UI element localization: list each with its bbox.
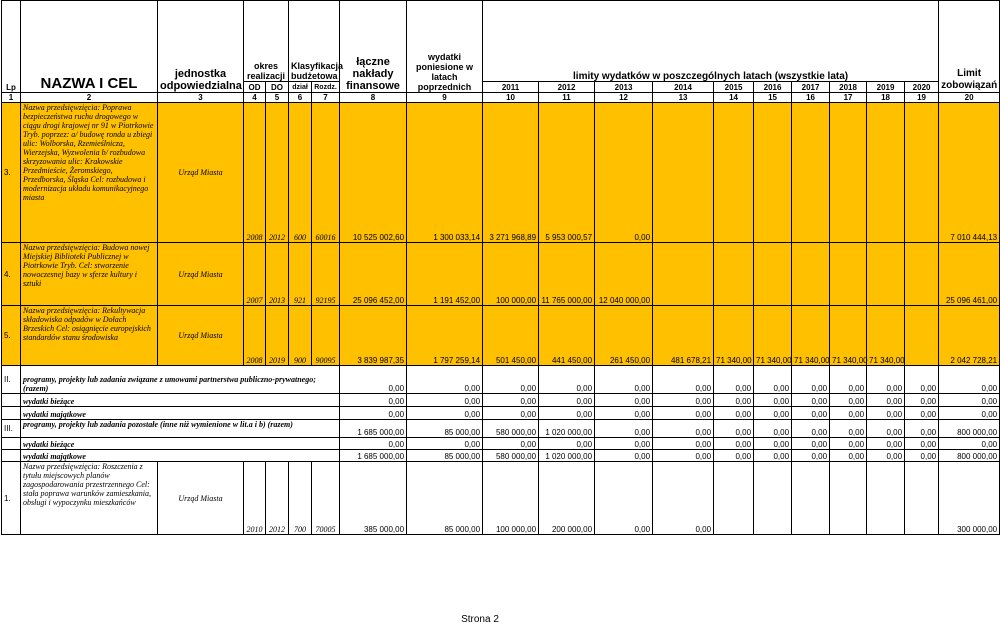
colnum: 20 (939, 93, 1000, 103)
colnum: 1 (2, 93, 21, 103)
sub-rozdz: Rozdz. (312, 82, 340, 93)
section-iii-majatkowe-value: 0,00 (714, 450, 754, 462)
header-nazwa: NAZWA I CEL (21, 1, 158, 93)
row-y2012: 5 953 000,57 (539, 103, 595, 243)
section-iii-majatkowe-label: wydatki majątkowe (21, 450, 340, 462)
section-ii-majatkowe-value: 0,00 (539, 407, 595, 420)
colnum: 16 (792, 93, 830, 103)
section-ii-value: 0,00 (595, 366, 653, 394)
row-y2016 (754, 243, 792, 306)
row-wydatki: 85 000,00 (407, 462, 483, 535)
section-iii-biezace-value: 0,00 (714, 438, 754, 450)
row-name: Nazwa przedsięwzięcia: Poprawa bezpieczeństwa ruchu drogowego w ciągu drogi krajowej nr 91 w Piotrkowie Tryb. poprzez: a/ budowę ronda u zbiegi ulic: Wolborska, Rzemieślnicza, Wierzejska, Wyzwolenia b/ rozbudowa skrzyzowania ulic: Krakowskie Przedmieście, Żeromskiego, Przedborska, Śląska Cel: rozbudowa i modernizacja układu komunikacyjnego miasta (21, 103, 158, 243)
section-iii-majatkowe-value: 85 000,00 (407, 450, 483, 462)
row-name: Nazwa przedsięwzięcia: Rekultywacja składowiska odpadów w Dołach Brzeskich Cel: osiągnięcie europejskich standardów stanu środowiska (21, 306, 158, 366)
section-iii-value: 0,00 (792, 420, 830, 438)
section-ii-value: 0,00 (830, 366, 867, 394)
section-iii-value: 1 020 000,00 (539, 420, 595, 438)
section-iii-majatkowe-value: 0,00 (867, 450, 905, 462)
row-laczne: 3 839 987,35 (340, 306, 407, 366)
empty-cell (2, 450, 21, 462)
section-ii-biezace-value: 0,00 (539, 394, 595, 407)
section-ii-biezace-value: 0,00 (939, 394, 1000, 407)
empty-cell (2, 438, 21, 450)
sub-y2011: 2011 (483, 82, 539, 93)
header-wydatki: wydatki poniesione w latach poprzednich (407, 1, 483, 93)
section-ii-majatkowe-value: 0,00 (905, 407, 939, 420)
section-ii-value: 0,00 (483, 366, 539, 394)
row-od: 2010 (244, 462, 266, 535)
section-iii-title: programy, projekty lub zadania pozostałe (inne niż wymienione w lit.a i b) (razem) (21, 420, 340, 438)
sub-do: DO (266, 82, 289, 93)
colnum: 11 (539, 93, 595, 103)
section-ii-value: 0,00 (939, 366, 1000, 394)
row-lp: 1. (2, 462, 21, 535)
row-do: 2012 (266, 462, 289, 535)
sub-dzial: dział (289, 82, 312, 93)
row-rozdz: 60016 (312, 103, 340, 243)
section-iii-biezace-value: 0,00 (754, 438, 792, 450)
section-iii-biezace-value: 0,00 (905, 438, 939, 450)
row-y2011: 100 000,00 (483, 243, 539, 306)
row-od: 2007 (244, 243, 266, 306)
section-ii-majatkowe-value: 0,00 (830, 407, 867, 420)
table-row (2, 243, 1000, 306)
header-limity: limity wydatków w poszczególnych latach (wszystkie lata) (483, 1, 939, 82)
row-y2017: 71 340,00 (792, 306, 830, 366)
row-y2017 (792, 462, 830, 535)
section-ii-majatkowe-value: 0,00 (939, 407, 1000, 420)
colnum: 9 (407, 93, 483, 103)
section-iii-biezace-value: 0,00 (939, 438, 1000, 450)
budget-table (1, 0, 1000, 535)
row-lp: 5. (2, 306, 21, 366)
section-ii-biezace-value: 0,00 (653, 394, 714, 407)
sub-y2018: 2018 (830, 82, 867, 93)
sub-y2012: 2012 (539, 82, 595, 93)
section-iii-value: 0,00 (830, 420, 867, 438)
row-y2015: 71 340,00 (714, 306, 754, 366)
row-laczne: 25 096 452,00 (340, 243, 407, 306)
colnum: 14 (714, 93, 754, 103)
row-y2011: 100 000,00 (483, 462, 539, 535)
section-iii-value: 0,00 (714, 420, 754, 438)
section-iii-majatkowe-value: 0,00 (595, 450, 653, 462)
section-ii-majatkowe-value: 0,00 (407, 407, 483, 420)
row-y2020 (905, 462, 939, 535)
section-ii-lp: II. (2, 366, 21, 394)
section-iii-biezace-value: 0,00 (407, 438, 483, 450)
section-ii-value: 0,00 (407, 366, 483, 394)
section-ii-row (2, 366, 1000, 394)
section-iii-biezace-value: 0,00 (653, 438, 714, 450)
row-y2011: 501 450,00 (483, 306, 539, 366)
table-row (2, 306, 1000, 366)
row-y2011: 3 271 968,89 (483, 103, 539, 243)
section-ii-majatkowe-value: 0,00 (792, 407, 830, 420)
row-y2019 (867, 462, 905, 535)
row-y2013: 261 450,00 (595, 306, 653, 366)
row-rozdz: 70005 (312, 462, 340, 535)
row-limit: 2 042 728,21 (939, 306, 1000, 366)
section-iii-value: 1 685 000,00 (340, 420, 407, 438)
row-lp: 3. (2, 103, 21, 243)
row-y2014 (653, 103, 714, 243)
colnum: 3 (158, 93, 244, 103)
section-ii-majatkowe-value: 0,00 (714, 407, 754, 420)
sub-y2014: 2014 (653, 82, 714, 93)
section-iii-row (2, 420, 1000, 438)
row-y2015 (714, 462, 754, 535)
section-ii-value: 0,00 (867, 366, 905, 394)
section-ii-biezace-value: 0,00 (905, 394, 939, 407)
table-row (2, 462, 1000, 535)
colnum: 5 (266, 93, 289, 103)
header-limit: Limit zobowiązań (939, 1, 1000, 93)
row-y2013: 0,00 (595, 103, 653, 243)
row-y2019 (867, 103, 905, 243)
section-ii-value: 0,00 (539, 366, 595, 394)
section-iii-value: 580 000,00 (483, 420, 539, 438)
section-iii-biezace-value: 0,00 (792, 438, 830, 450)
row-wydatki: 1 797 259,14 (407, 306, 483, 366)
sub-y2015: 2015 (714, 82, 754, 93)
row-y2014: 0,00 (653, 462, 714, 535)
section-iii-biezace-value: 0,00 (340, 438, 407, 450)
section-iii-value: 0,00 (905, 420, 939, 438)
section-iii-biezace-value: 0,00 (539, 438, 595, 450)
section-ii-biezace-value: 0,00 (754, 394, 792, 407)
row-dzial: 600 (289, 103, 312, 243)
row-rozdz: 92195 (312, 243, 340, 306)
colnum: 6 (289, 93, 312, 103)
section-iii-biezace-value: 0,00 (830, 438, 867, 450)
row-unit: Urząd Miasta (158, 103, 244, 243)
colnum: 19 (905, 93, 939, 103)
section-iii-biezace-value: 0,00 (483, 438, 539, 450)
empty-cell (2, 394, 21, 407)
row-wydatki: 1 191 452,00 (407, 243, 483, 306)
section-iii-biezace-row (2, 438, 1000, 450)
row-y2012: 441 450,00 (539, 306, 595, 366)
header-jednostka: jednostka odpowiedzialna (158, 1, 244, 93)
colnum: 4 (244, 93, 266, 103)
section-iii-majatkowe-row (2, 450, 1000, 462)
row-rozdz: 90095 (312, 306, 340, 366)
header-klasyfikacja: Klasyfikacja budżetowa (289, 1, 340, 82)
colnum: 2 (21, 93, 158, 103)
row-y2015 (714, 103, 754, 243)
row-name: Nazwa przedsięwzięcia: Budowa nowej Miejskiej Biblioteki Publicznej w Piotrkowie Tryb. Cel: stworzenie nowoczesnej bazy w sferze kultury i sztuki (21, 243, 158, 306)
row-y2020 (905, 306, 939, 366)
section-ii-majatkowe-value: 0,00 (754, 407, 792, 420)
page-footer: Strona 2 (461, 614, 499, 625)
row-y2018: 71 340,00 (830, 306, 867, 366)
row-y2016 (754, 103, 792, 243)
row-y2017 (792, 103, 830, 243)
section-iii-value: 0,00 (867, 420, 905, 438)
row-y2019: 71 340,00 (867, 306, 905, 366)
section-iii-majatkowe-value: 1 020 000,00 (539, 450, 595, 462)
row-y2013: 0,00 (595, 462, 653, 535)
section-ii-majatkowe-value: 0,00 (483, 407, 539, 420)
row-wydatki: 1 300 033,14 (407, 103, 483, 243)
row-do: 2013 (266, 243, 289, 306)
row-od: 2008 (244, 103, 266, 243)
table-row (2, 103, 1000, 243)
section-iii-value: 85 000,00 (407, 420, 483, 438)
row-limit: 300 000,00 (939, 462, 1000, 535)
colnum: 17 (830, 93, 867, 103)
section-iii-majatkowe-value: 580 000,00 (483, 450, 539, 462)
colnum: 15 (754, 93, 792, 103)
section-ii-majatkowe-value: 0,00 (653, 407, 714, 420)
section-ii-biezace-value: 0,00 (867, 394, 905, 407)
colnum: 7 (312, 93, 340, 103)
row-od: 2008 (244, 306, 266, 366)
section-iii-value: 0,00 (653, 420, 714, 438)
section-iii-majatkowe-value: 0,00 (830, 450, 867, 462)
sub-y2016: 2016 (754, 82, 792, 93)
row-dzial: 921 (289, 243, 312, 306)
empty-cell (2, 407, 21, 420)
sub-y2013: 2013 (595, 82, 653, 93)
row-y2019 (867, 243, 905, 306)
section-iii-biezace-label: wydatki bieżące (21, 438, 340, 450)
row-dzial: 700 (289, 462, 312, 535)
section-ii-majatkowe-value: 0,00 (340, 407, 407, 420)
colnum: 12 (595, 93, 653, 103)
row-y2016: 71 340,00 (754, 306, 792, 366)
section-iii-value: 0,00 (595, 420, 653, 438)
colnum: 8 (340, 93, 407, 103)
sub-y2020: 2020 (905, 82, 939, 93)
header-row (2, 1, 1000, 82)
colnum: 18 (867, 93, 905, 103)
section-ii-value: 0,00 (340, 366, 407, 394)
colnum: 13 (653, 93, 714, 103)
row-y2015 (714, 243, 754, 306)
section-ii-value: 0,00 (653, 366, 714, 394)
section-iii-majatkowe-value: 0,00 (653, 450, 714, 462)
row-y2014: 481 678,21 (653, 306, 714, 366)
section-iii-lp: III. (2, 420, 21, 438)
section-ii-majatkowe-value: 0,00 (867, 407, 905, 420)
section-ii-value: 0,00 (792, 366, 830, 394)
row-y2018 (830, 243, 867, 306)
row-y2018 (830, 462, 867, 535)
row-dzial: 900 (289, 306, 312, 366)
row-y2012: 200 000,00 (539, 462, 595, 535)
row-laczne: 10 525 002,60 (340, 103, 407, 243)
row-unit: Urząd Miasta (158, 306, 244, 366)
row-limit: 7 010 444,13 (939, 103, 1000, 243)
section-ii-biezace-value: 0,00 (714, 394, 754, 407)
row-y2014 (653, 243, 714, 306)
section-ii-biezace-value: 0,00 (340, 394, 407, 407)
row-do: 2012 (266, 103, 289, 243)
row-lp: 4. (2, 243, 21, 306)
section-iii-value: 800 000,00 (939, 420, 1000, 438)
section-ii-majatkowe-row (2, 407, 1000, 420)
sub-y2017: 2017 (792, 82, 830, 93)
section-iii-biezace-value: 0,00 (595, 438, 653, 450)
row-unit: Urząd Miasta (158, 243, 244, 306)
section-ii-biezace-value: 0,00 (595, 394, 653, 407)
row-do: 2019 (266, 306, 289, 366)
section-ii-value: 0,00 (905, 366, 939, 394)
row-unit: Urząd Miasta (158, 462, 244, 535)
section-iii-majatkowe-value: 0,00 (792, 450, 830, 462)
row-name: Nazwa przedsięwzięcia: Roszczenia z tytułu miejscowych planów zagospodarowania przestrzennego Cel: stała poprawa warunków zamieszkania, obsługi i wypoczynku mieszkańców (21, 462, 158, 535)
row-y2013: 12 040 000,00 (595, 243, 653, 306)
row-limit: 25 096 461,00 (939, 243, 1000, 306)
row-laczne: 385 000,00 (340, 462, 407, 535)
header-lp: Lp (2, 1, 21, 93)
section-ii-biezace-value: 0,00 (792, 394, 830, 407)
section-iii-value: 0,00 (754, 420, 792, 438)
section-ii-biezace-value: 0,00 (407, 394, 483, 407)
row-y2020 (905, 103, 939, 243)
row-y2018 (830, 103, 867, 243)
section-iii-majatkowe-value: 0,00 (754, 450, 792, 462)
section-ii-majatkowe-value: 0,00 (595, 407, 653, 420)
section-ii-biezace-label: wydatki bieżące (21, 394, 340, 407)
row-y2012: 11 765 000,00 (539, 243, 595, 306)
section-iii-majatkowe-value: 800 000,00 (939, 450, 1000, 462)
section-iii-majatkowe-value: 0,00 (905, 450, 939, 462)
row-y2020 (905, 243, 939, 306)
section-iii-majatkowe-value: 1 685 000,00 (340, 450, 407, 462)
section-ii-biezace-value: 0,00 (483, 394, 539, 407)
section-ii-majatkowe-label: wydatki majątkowe (21, 407, 340, 420)
sub-y2019: 2019 (867, 82, 905, 93)
header-okres: okres realizacji (244, 1, 289, 82)
sub-od: OD (244, 82, 266, 93)
section-ii-value: 0,00 (754, 366, 792, 394)
header-laczne: łączne nakłady finansowe (340, 1, 407, 93)
section-ii-biezace-value: 0,00 (830, 394, 867, 407)
row-y2017 (792, 243, 830, 306)
section-ii-biezace-row (2, 394, 1000, 407)
section-ii-value: 0,00 (714, 366, 754, 394)
row-y2016 (754, 462, 792, 535)
section-ii-title: programy, projekty lub zadania związane z umowami partnerstwa publiczno-prywatnego; (razem) (21, 366, 340, 394)
section-iii-biezace-value: 0,00 (867, 438, 905, 450)
colnum: 10 (483, 93, 539, 103)
column-number-row (2, 93, 1000, 103)
